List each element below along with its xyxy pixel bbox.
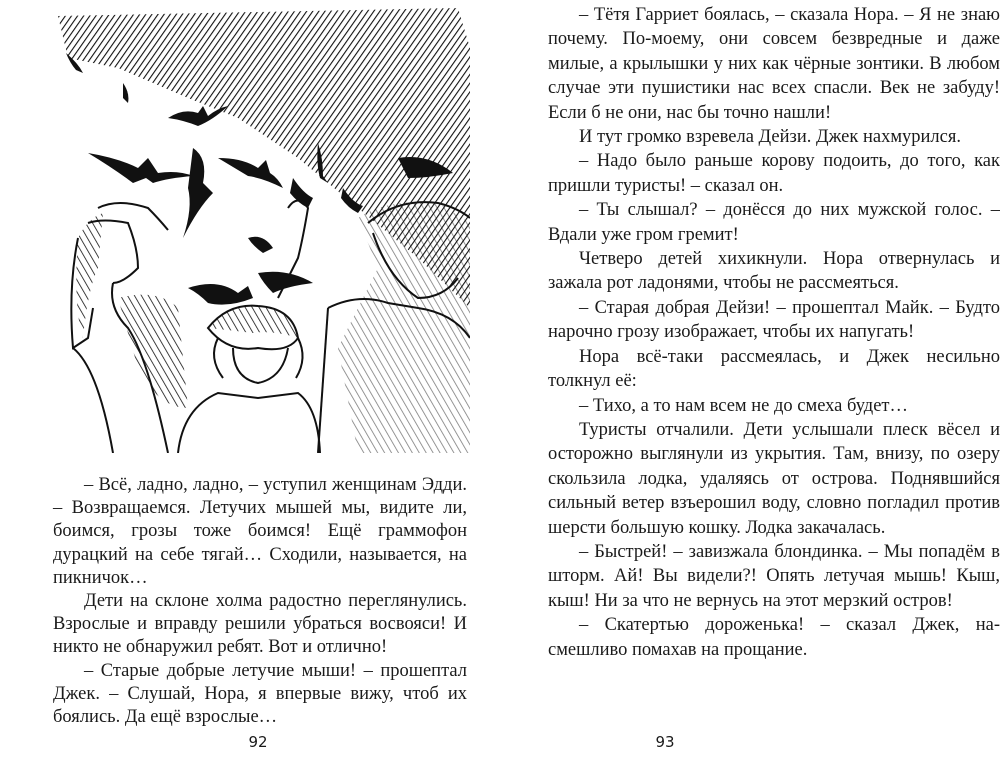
woman-hair-shading: [76, 213, 103, 338]
paragraph: – Быстрей! – завизжала блондинка. – Мы попадём в шторм. Ай! Вы видели?! Опять летучая мышь! Кыш, кыш! Ни за что не вернусь на этот мерзкий остров!: [548, 541, 1000, 611]
paragraph: Нора всё-таки рассмеялась, и Джек несильно толкнул её:: [548, 346, 1000, 392]
child-hair-shading: [208, 306, 298, 338]
paragraph: – Тётя Гарриет боялась, – сказала Нора. – Я не знаю почему. По-моему, они совсем безвредные и даже милые, а крылышки у них как чёрные зонтики. В любом случае эти пушистики нас всех спасли. Век не забуду! Если б не они, нас бы точно нашли!: [548, 5, 1000, 123]
bat: [218, 158, 283, 188]
bat: [88, 153, 193, 183]
bat: [123, 83, 128, 103]
bat: [183, 148, 213, 238]
paragraph: – Всё, ладно, ладно, – уступил женщинам Эдди. – Возвращаемся. Летучих мышей мы, видите ли, боимся, грозы тоже боимся! Ещё граммофон дурацкий на себе тягай… Сходили, называется, на пикничок…: [53, 475, 467, 588]
bat: [248, 237, 273, 253]
bat: [188, 284, 253, 305]
paragraph: – Скатертью дороженька! – сказал Джек, насмешливо помахав на прощание.: [548, 615, 1000, 660]
paragraph: – Ты слышал? – донёсся до них мужской голос. – Вдали уже гром гремит!: [548, 200, 1000, 245]
page-number: 93: [655, 733, 675, 751]
paragraph: – Старые добрые летучие мыши! – прошептал Джек. – Слушай, Нора, я впервые вижу, чтоб их боялись. Да ещё взрослые…: [53, 660, 467, 728]
paragraph: – Надо было раньше корову подоить, до того, как пришли туристы! – сказал он.: [548, 151, 1000, 196]
paragraph: Туристы отчалили. Дети услышали плеск вёсел и осторожно выглянули из укрытия. Там, внизу, по озеру скользила лодка, удаляясь от острова. Поднявшийся сильный ветер взъерошил воду, словно погладил против шерсти большую кошку. Лодка закачалась.: [548, 419, 1000, 538]
paragraph: – Тихо, а то нам всем не до смеха будет…: [579, 395, 909, 416]
paragraph: И тут громко взревела Дейзи. Джек нахмурился.: [579, 127, 962, 148]
paragraph: Четверо детей хихикнули. Нора отвернулась и зажала рот ладонями, чтобы не рассмеяться.: [548, 249, 1000, 294]
bat: [290, 178, 313, 208]
page-number: 92: [248, 733, 268, 751]
right-page-text: [548, 3, 1000, 662]
paragraph: – Старая добрая Дейзи! – прошептал Майк. – Будто нарочно грозу изображает, чтобы их напугать!: [548, 297, 1000, 343]
paragraph: Дети на склоне холма радостно переглянулись. Взрослые и вправду решили убраться восвояси! И никто не обнаружил ребят. Вот и отлично!: [53, 591, 467, 658]
right-page: [500, 0, 1000, 759]
man-shading: [338, 202, 470, 453]
bats-illustration: [58, 8, 470, 453]
left-page-text: [53, 474, 467, 729]
